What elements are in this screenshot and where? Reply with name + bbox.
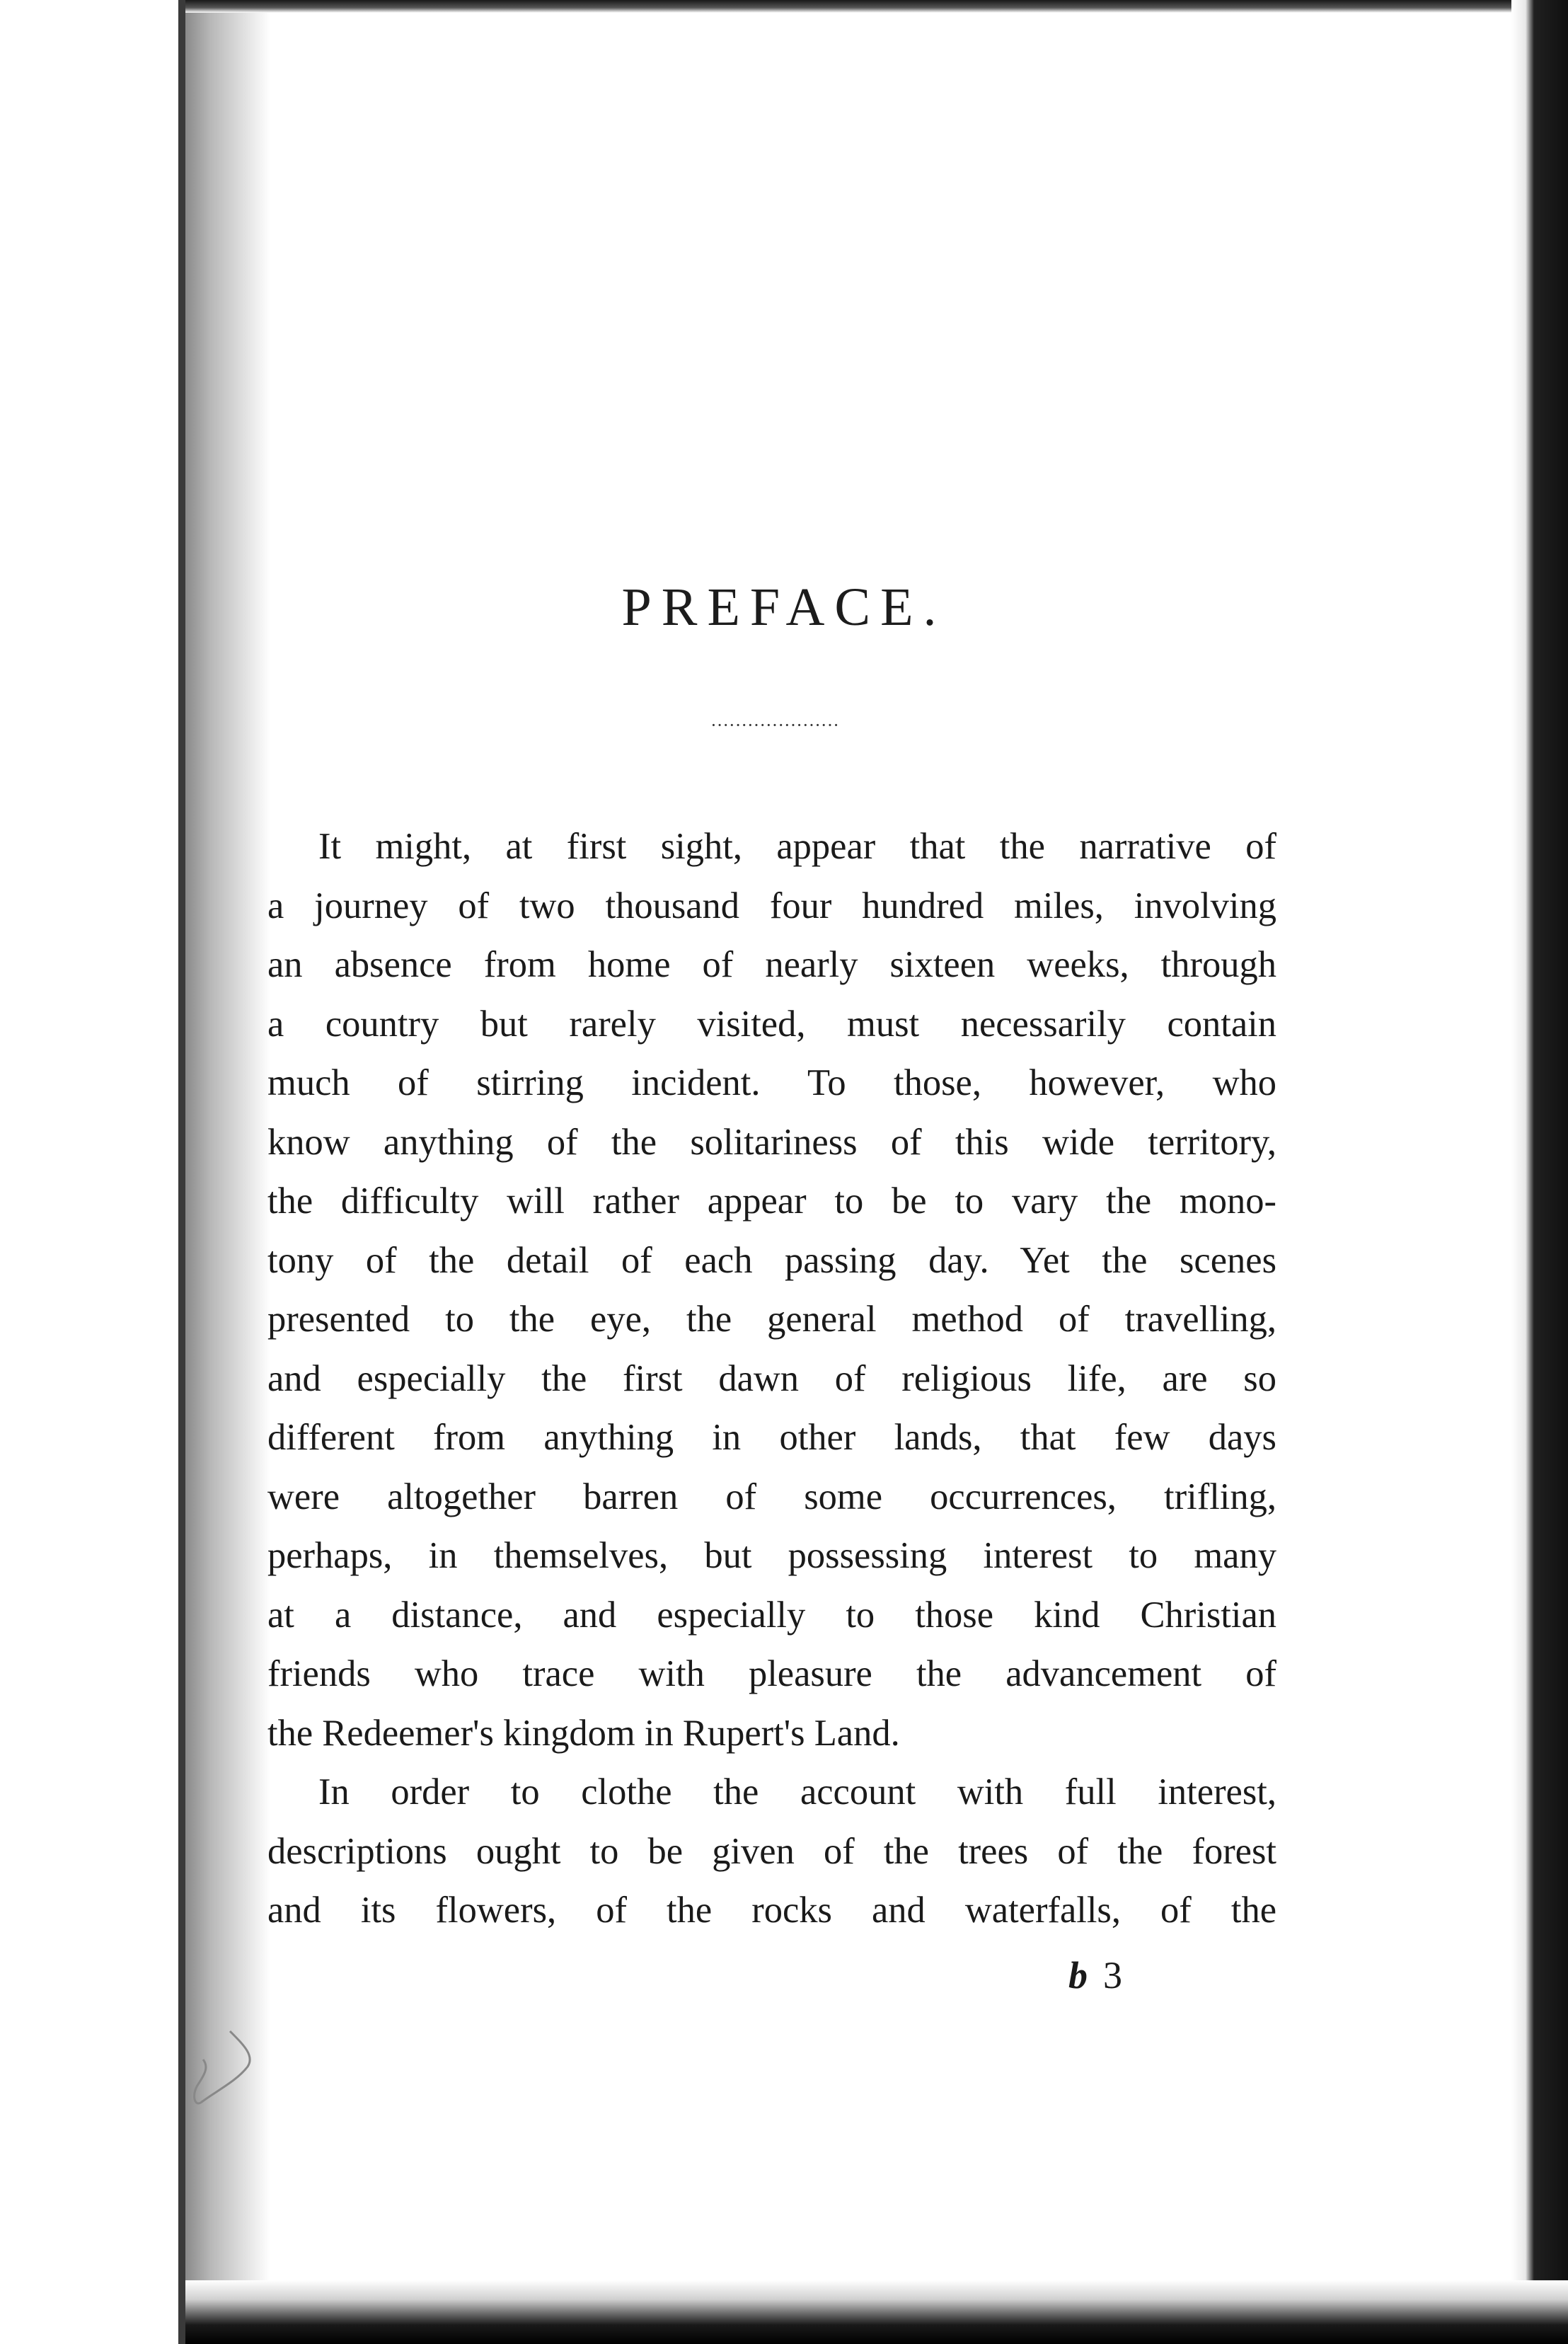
text-line: perhaps, in themselves, but possessing interest to many	[267, 1535, 1276, 1576]
text-line: the Redeemer's kingdom in Rupert's Land.	[267, 1712, 900, 1754]
paragraph-2	[267, 1763, 1276, 1941]
text-line: presented to the eye, the general method of travelling,	[267, 1299, 1276, 1340]
text-line: It might, at first sight, appear that the narrative of	[318, 826, 1276, 867]
text-line: know anything of the solitariness of this wide territory,	[267, 1121, 1276, 1163]
text-line: descriptions ought to be given of the trees of the forest	[267, 1830, 1276, 1872]
text-line: an absence from home of nearly sixteen weeks, through	[267, 944, 1276, 985]
text-line: different from anything in other lands, that few days	[267, 1417, 1276, 1458]
top-page-edge	[185, 0, 1568, 13]
paragraph-1	[267, 817, 1276, 1763]
text-line: much of stirring incident. To those, however, who	[267, 1062, 1276, 1103]
text-line: and its flowers, of the rocks and waterfalls, of the	[267, 1890, 1276, 1931]
text-line: In order to clothe the account with full interest,	[318, 1771, 1276, 1812]
pencil-mark-icon	[188, 2024, 265, 2116]
text-line: tony of the detail of each passing day. Yet the scenes	[267, 1239, 1276, 1281]
text-line: the difficulty will rather appear to be to vary the mono-	[267, 1180, 1276, 1222]
text-line: a journey of two thousand four hundred miles, involving	[267, 885, 1276, 926]
text-line: at a distance, and especially to those kind Christian	[267, 1594, 1276, 1636]
text-line: friends who trace with pleasure the advancement of	[267, 1653, 1276, 1694]
signature-letter: b	[1068, 1954, 1088, 1997]
preface-body	[267, 817, 1276, 1941]
text-line: were altogether barren of some occurrences, trifling,	[267, 1476, 1276, 1517]
signature-number: 3	[1103, 1954, 1122, 1997]
text-line: a country but rarely visited, must necessarily contain	[267, 1003, 1276, 1045]
page-title: PREFACE.	[621, 578, 947, 637]
bottom-page-edge	[185, 2280, 1568, 2344]
signature-mark	[1068, 1953, 1122, 1997]
page-gutter	[0, 0, 185, 2344]
right-page-edge	[1511, 0, 1568, 2344]
gutter-shadow	[185, 0, 270, 2344]
ornamental-rule: ·····················	[710, 715, 839, 735]
text-line: and especially the first dawn of religious life, are so	[267, 1357, 1276, 1399]
